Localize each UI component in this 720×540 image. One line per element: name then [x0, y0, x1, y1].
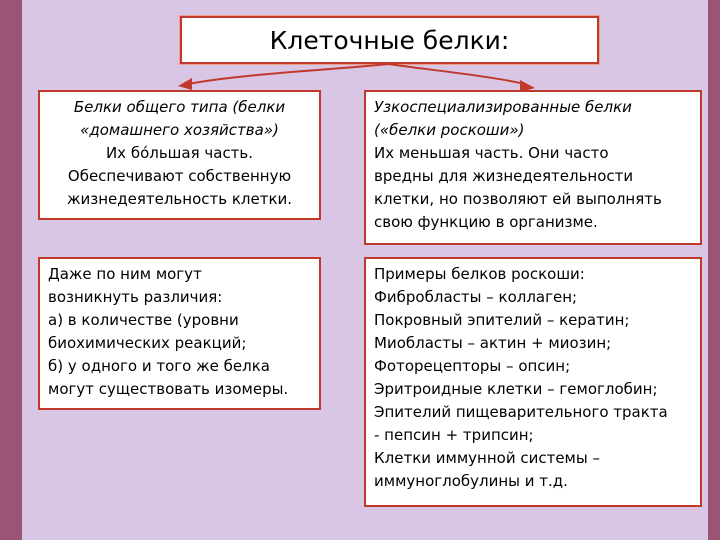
page-title: Клеточные белки: — [269, 25, 510, 55]
example-item: Эпителий пищеварительного тракта — [374, 403, 668, 421]
examples-heading: Примеры белков роскоши: — [374, 265, 585, 283]
left-arrowhead — [178, 78, 192, 90]
example-item: Фибробласты – коллаген; — [374, 288, 578, 306]
differences-text-2: возникнуть различия: — [48, 288, 223, 306]
luxury-proteins-text-3: клетки, но позволяют ей выполнять — [374, 190, 662, 208]
general-proteins-box — [38, 90, 321, 220]
example-item: - пепсин + трипсин; — [374, 426, 534, 444]
example-item: Покровный эпителий – кератин; — [374, 311, 630, 329]
differences-text-4: биохимических реакций; — [48, 334, 247, 352]
luxury-examples-box — [364, 257, 702, 507]
luxury-proteins-heading-2: («белки роскоши») — [374, 121, 525, 139]
example-item: Фоторецепторы – опсин; — [374, 357, 571, 375]
general-proteins-heading-2: «домашнего хозяйства») — [80, 121, 279, 139]
luxury-proteins-heading-1: Узкоспециализированные белки — [374, 98, 632, 116]
luxury-proteins-text-1: Их меньшая часть. Они часто — [374, 144, 609, 162]
example-item: Миобласты – актин + миозин; — [374, 334, 612, 352]
differences-text-3: а) в количестве (уровни — [48, 311, 239, 329]
general-proteins-heading-1: Белки общего типа (белки — [73, 98, 286, 116]
left-arrow-line — [188, 64, 388, 84]
general-proteins-text-2: Обеспечивают собственную — [67, 167, 292, 185]
general-proteins-text-3: жизнедеятельность клетки. — [66, 190, 293, 208]
luxury-proteins-text-2: вредны для жизнедеятельности — [374, 167, 634, 185]
luxury-proteins-text-4: свою функцию в организме. — [374, 213, 598, 231]
example-item: иммуноглобулины и т.д. — [374, 472, 568, 490]
general-proteins-text-1: Их бóльшая часть. — [105, 144, 254, 162]
differences-text-5: б) у одного и того же белка — [48, 357, 270, 375]
differences-text-6: могут существовать изомеры. — [48, 380, 289, 398]
luxury-proteins-box — [364, 90, 702, 245]
differences-box — [38, 257, 321, 410]
example-item: Эритроидные клетки – гемоглобин; — [374, 380, 658, 398]
example-item: Клетки иммунной системы – — [374, 449, 600, 467]
right-arrow-line — [388, 64, 525, 84]
differences-text-1: Даже по ним могут — [48, 265, 202, 283]
